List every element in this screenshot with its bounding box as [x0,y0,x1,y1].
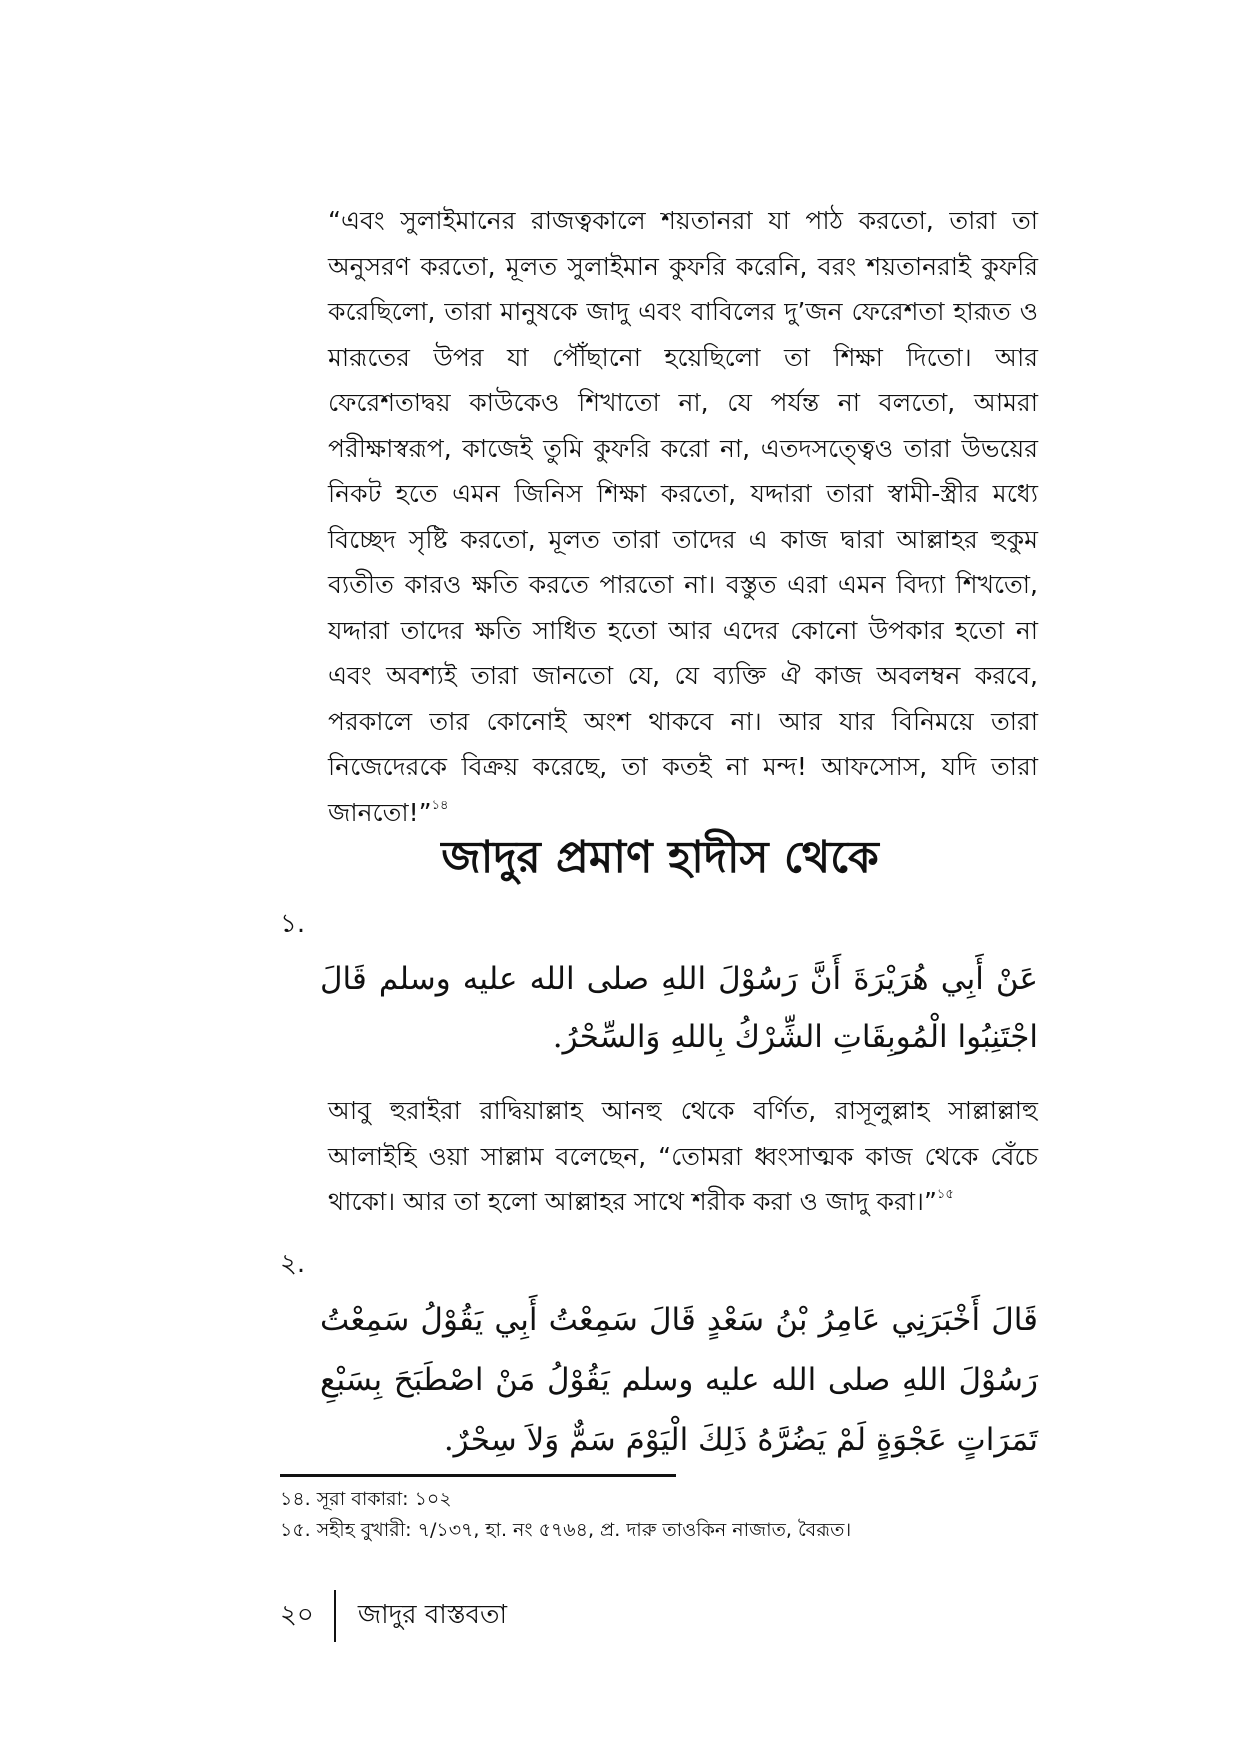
footer-divider [334,1590,336,1642]
section-heading: জাদুর প্রমাণ হাদীস থেকে [441,832,879,883]
footnote-ref-15: ১৫ [936,1187,954,1202]
hadith-1-translation-text: আবু হুরাইরা রাদ্বিয়াল্লাহ আনহু থেকে বর্ণিত, রাসূলুল্লাহ সাল্লাল্লাহু আলাইহি ওয়া সাল্লাম বলেছেন, “তোমরা ধ্বংসাত্মক কাজ থেকে বেঁচে থাকো। আর তা হলো আল্লাহর সাথে শরীক করা ও জাদু করা।” [328,1096,1038,1216]
page-number: ২০ [280,1600,314,1630]
footnote-14: ১৪. সূরা বাকারা: ১০২ [280,1488,452,1510]
hadith-number-2: ২. [280,1249,306,1279]
hadith-number-1: ১. [280,909,306,939]
page-footer [280,1590,507,1642]
hadith-1-translation [328,1088,1038,1225]
footnotes [280,1484,1040,1546]
quran-translation-text: “এবং সুলাইমানের রাজত্বকালে শয়তানরা যা পাঠ করতো, তারা তা অনুসরণ করতো, মূলত সুলাইমান কুফরি করেনি, বরং শয়তানরাই কুফরি করেছিলো, তারা মানুষকে জাদু এবং বাবিলের দু’জন ফেরেশতা হারূত ও মারূতের উপর যা পৌঁছানো হয়েছিলো তা শিক্ষা দিতো। আর ফেরেশতাদ্বয় কাউকেও শিখাতো না, যে পর্যন্ত না বলতো, আমরা পরীক্ষাস্বরূপ, কাজেই তুমি কুফরি করো না, এতদসত্ত্বেও তারা উভয়ের নিকট হতে এমন জিনিস শিক্ষা করতো, যদ্দারা তারা স্বামী-স্ত্রীর মধ্যে বিচ্ছেদ সৃষ্টি করতো, মূলত তারা তাদের এ কাজ দ্বারা আল্লাহর হুকুম ব্যতীত কারও ক্ষতি করতে পারতো না। বস্তুত এরা এমন বিদ্যা শিখতো, যদ্দারা তাদের ক্ষতি সাধিত হতো আর এদের কোনো উপকার হতো না এবং অবশ্যই তারা জানতো যে, যে ব্যক্তি ঐ কাজ অবলম্বন করবে, পরকালে তার কোনোই অংশ থাকবে না। আর যার বিনিময়ে তারা নিজেদেরকে বিক্রয় করেছে, তা কতই না মন্দ! আফসোস, যদি তারা জানতো!” [328,206,1038,827]
hadith-2-arabic-text: قَالَ أَخْبَرَنِي عَامِرُ بْنُ سَعْدٍ قَالَ سَمِعْتُ أَبِي يَقُوْلُ سَمِعْتُ رَسُوْلَ اللهِ صلى الله عليه وسلم يَقُوْلُ مَنْ اصْطَبَحَ بِسَبْعِ تَمَرَاتٍ عَجْوَةٍ لَمْ يَضُرَّهُ ذَلِكَ الْيَوْمَ سَمٌّ وَلاَ سِحْرٌ. [320,1302,1038,1458]
footnote-ref-14: ১৪ [431,797,449,813]
quran-translation-paragraph [328,198,1038,835]
footnote-15: ১৫. সহীহ বুখারী: ৭/১৩৭, হা. নং ৫৭৬৪, প্র. দারু তাওকিন নাজাত, বৈরূত। [280,1519,852,1541]
footnote-divider [280,1474,676,1477]
running-book-title: জাদুর বাস্তবতা [357,1600,508,1630]
hadith-1-arabic-text: عَنْ أَبِي هُرَيْرَةَ أَنَّ رَسُوْلَ اللهِ صلى الله عليه وسلم قَالَ اجْتَنِبُوا الْمُوبِقَاتِ الشِّرْكُ بِاللهِ وَالسِّحْرُ. [320,961,1038,1055]
